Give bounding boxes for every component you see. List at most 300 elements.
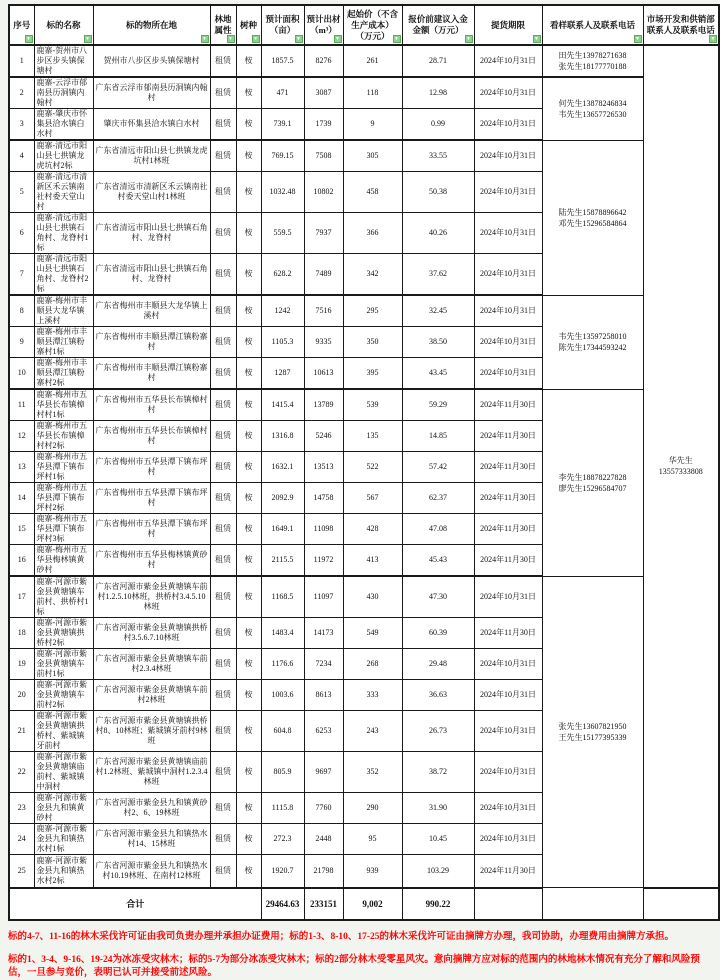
cell-species: 桉 xyxy=(236,295,261,327)
cell-deadline: 2024年10月31日 xyxy=(474,140,542,172)
column-header-label: 起始价（不含生产成本）（万元） xyxy=(346,8,398,41)
cell-nature: 租赁 xyxy=(210,824,236,855)
note-permit: 标的4-7、11-16的林木采伐许可证由我司负责办理并承担办证费用；标的1-3、8-10、17-25的林木采伐许可证由摘牌方办理，我司协助，办理费用由摘牌方承担。 xyxy=(8,931,675,942)
cell-deadline: 2024年10月31日 xyxy=(474,752,542,793)
cell-location: 广东省清远市阳山县七拱镇龙虎坑村1林班 xyxy=(93,140,210,172)
cell-nature: 租赁 xyxy=(210,452,236,483)
cell-location: 广东省梅州市丰顺县潭江镇粉寨村 xyxy=(93,327,210,358)
cell-deadline: 2024年10月31日 xyxy=(474,649,542,680)
cell-start_price: 261 xyxy=(343,45,402,77)
cell-volume: 5246 xyxy=(304,421,343,452)
cell-no: 22 xyxy=(9,752,34,793)
cell-no: 19 xyxy=(9,649,34,680)
table-row xyxy=(9,77,719,109)
cell-volume: 11972 xyxy=(304,545,343,577)
cell-volume: 14173 xyxy=(304,618,343,649)
cell-species: 桉 xyxy=(236,680,261,711)
contact-line: 邓先生15296584864 xyxy=(558,218,627,228)
cell-deposit: 57.42 xyxy=(402,452,474,483)
cell-volume: 13513 xyxy=(304,452,343,483)
cell-deadline: 2024年10月31日 xyxy=(474,45,542,77)
cell-species: 桉 xyxy=(236,514,261,545)
cell-volume: 1739 xyxy=(304,109,343,141)
cell-deposit: 10.45 xyxy=(402,824,474,855)
cell-name: 鹿寨-河源市紫金县九和镇黄砂村 xyxy=(34,793,93,824)
cell-deposit: 29.48 xyxy=(402,649,474,680)
cell-name: 鹿寨-云浮市郁南县历洞镇内翰村 xyxy=(34,77,93,109)
column-header xyxy=(474,5,542,45)
cell-deposit: 50.38 xyxy=(402,172,474,213)
cell-nature: 租赁 xyxy=(210,483,236,514)
cell-location: 肇庆市怀集县洽水镇白水村 xyxy=(93,109,210,141)
cell-area: 1176.6 xyxy=(261,649,304,680)
cell-deposit: 33.55 xyxy=(402,140,474,172)
cell-location: 广东省河源市紫金县九和镇热水村14、15林班 xyxy=(93,824,210,855)
cell-start_price: 295 xyxy=(343,295,402,327)
cell-nature: 租赁 xyxy=(210,327,236,358)
cell-area: 1920.7 xyxy=(261,855,304,888)
cell-name: 鹿寨-梅州市丰顺县潭江镇粉寨村2标 xyxy=(34,358,93,390)
cell-deadline: 2024年10月31日 xyxy=(474,77,542,109)
contact-line: 韦先生13657726530 xyxy=(558,109,627,119)
filter-dropdown-icon[interactable]: ▼ xyxy=(534,37,539,42)
cell-species: 桉 xyxy=(236,483,261,514)
cell-no: 10 xyxy=(9,358,34,390)
contact-line: 王先生15177395339 xyxy=(558,732,627,742)
cell-species: 桉 xyxy=(236,172,261,213)
cell-species: 桉 xyxy=(236,855,261,888)
cell-area: 272.3 xyxy=(261,824,304,855)
cell-deposit: 32.45 xyxy=(402,295,474,327)
column-header xyxy=(343,5,402,45)
cell-name: 鹿寨-梅州市五华县潭下镇布坪村1标 xyxy=(34,452,93,483)
cell-nature: 租赁 xyxy=(210,213,236,254)
cell-deposit: 28.71 xyxy=(402,45,474,77)
empty-cell xyxy=(474,888,542,920)
cell-start_price: 243 xyxy=(343,711,402,752)
cell-area: 805.9 xyxy=(261,752,304,793)
cell-deposit: 31.90 xyxy=(402,793,474,824)
cell-location: 广东省梅州市五华县潭下镇布坪村 xyxy=(93,452,210,483)
total-area: 29464.63 xyxy=(261,888,304,920)
cell-nature: 租赁 xyxy=(210,77,236,109)
cell-deadline: 2024年10月31日 xyxy=(474,109,542,141)
cell-no: 9 xyxy=(9,327,34,358)
filter-dropdown-icon[interactable]: ▼ xyxy=(85,37,90,42)
cell-volume: 7234 xyxy=(304,649,343,680)
cell-deadline: 2024年11月30日 xyxy=(474,618,542,649)
note-risk: 标的1、3-4、9-16、19-24为冰冻受灾林木；标的5-7为部分冰冻受灾林木；标的2部分林木受零星风灾。意向摘牌方应对标的范围内的林地林木情况有充分了解和风险预估，一旦参与竞价，表明已认可并接受前述风险。 xyxy=(8,954,700,978)
cell-nature: 租赁 xyxy=(210,358,236,390)
cell-start_price: 305 xyxy=(343,140,402,172)
column-header xyxy=(93,5,210,45)
cell-deadline: 2024年10月31日 xyxy=(474,172,542,213)
cell-deadline: 2024年11月30日 xyxy=(474,545,542,577)
cell-location: 广东省云浮市郁南县历洞镇内翰村 xyxy=(93,77,210,109)
column-header xyxy=(236,5,261,45)
cell-location: 广东省梅州市五华县长布镇樟村村 xyxy=(93,389,210,421)
cell-deadline: 2024年11月30日 xyxy=(474,421,542,452)
cell-no: 14 xyxy=(9,483,34,514)
table-row xyxy=(9,389,719,421)
cell-volume: 8613 xyxy=(304,680,343,711)
cell-nature: 租赁 xyxy=(210,793,236,824)
cell-deadline: 2024年10月31日 xyxy=(474,680,542,711)
cell-name: 鹿寨-清远市阳山县七拱镇石角村、龙脊村1标 xyxy=(34,213,93,254)
filter-dropdown-icon[interactable]: ▼ xyxy=(26,37,31,42)
cell-volume: 7508 xyxy=(304,140,343,172)
filter-dropdown-icon[interactable]: ▼ xyxy=(253,37,258,42)
cell-start_price: 118 xyxy=(343,77,402,109)
cell-no: 12 xyxy=(9,421,34,452)
cell-deposit: 38.50 xyxy=(402,327,474,358)
cell-location: 广东省河源市紫金县黄塘镇庙前村1.2林班、紫城镇中洞村1.2.3.4林班 xyxy=(93,752,210,793)
cell-no: 24 xyxy=(9,824,34,855)
cell-volume: 13789 xyxy=(304,389,343,421)
cell-species: 桉 xyxy=(236,213,261,254)
cell-nature: 租赁 xyxy=(210,140,236,172)
cell-species: 桉 xyxy=(236,711,261,752)
cell-volume: 11098 xyxy=(304,514,343,545)
market-contact-line: 13557333808 xyxy=(658,467,703,477)
cell-species: 桉 xyxy=(236,358,261,390)
column-header xyxy=(643,5,719,45)
column-header-label: 树种 xyxy=(239,19,257,30)
cell-volume: 9335 xyxy=(304,327,343,358)
cell-no: 17 xyxy=(9,576,34,618)
cell-species: 桉 xyxy=(236,649,261,680)
cell-location: 广东省河源市紫金县九和镇热水村10.19林班、在南村12林班 xyxy=(93,855,210,888)
cell-sample-contact xyxy=(542,45,643,77)
cell-name: 鹿寨-河源市紫金县九和镇热水村2标 xyxy=(34,855,93,888)
cell-species: 桉 xyxy=(236,793,261,824)
cell-volume: 10802 xyxy=(304,172,343,213)
cell-area: 1649.1 xyxy=(261,514,304,545)
cell-deposit: 40.26 xyxy=(402,213,474,254)
cell-species: 桉 xyxy=(236,45,261,77)
total-start_price: 9,002 xyxy=(343,888,402,920)
cell-area: 1115.8 xyxy=(261,793,304,824)
cell-name: 鹿寨-梅州市丰顺县大龙华镇上溪村 xyxy=(34,295,93,327)
cell-location: 广东省河源市紫金县黄塘镇车前村1.2.5.10林班，拱桥村3.4.5.10林班 xyxy=(93,576,210,618)
cell-deadline: 2024年11月30日 xyxy=(474,452,542,483)
cell-volume: 2448 xyxy=(304,824,343,855)
cell-no: 13 xyxy=(9,452,34,483)
cell-name: 鹿寨-梅州市丰顺县潭江镇粉寨村1标 xyxy=(34,327,93,358)
filter-dropdown-icon[interactable]: ▼ xyxy=(202,37,207,42)
cell-nature: 租赁 xyxy=(210,421,236,452)
cell-species: 桉 xyxy=(236,576,261,618)
cell-start_price: 268 xyxy=(343,649,402,680)
cell-start_price: 549 xyxy=(343,618,402,649)
cell-no: 11 xyxy=(9,389,34,421)
cell-nature: 租赁 xyxy=(210,618,236,649)
cell-sample-contact xyxy=(542,389,643,576)
filter-dropdown-icon[interactable]: ▼ xyxy=(228,37,233,42)
cell-location: 广东省清远市阳山县七拱镇石角村、龙脊村 xyxy=(93,254,210,296)
cell-name: 鹿寨-肇庆市怀集县洽水镇白水村 xyxy=(34,109,93,141)
filter-dropdown-icon[interactable]: ▼ xyxy=(296,37,301,42)
cell-nature: 租赁 xyxy=(210,109,236,141)
cell-name: 鹿寨-河源市紫金县黄塘镇拱桥村2标 xyxy=(34,618,93,649)
cell-name: 鹿寨-河源市紫金县黄塘镇拱桥村、紫城镇牙前村 xyxy=(34,711,93,752)
cell-deposit: 45.43 xyxy=(402,545,474,577)
cell-deposit: 60.39 xyxy=(402,618,474,649)
cell-sample-contact xyxy=(542,576,643,888)
cell-deadline: 2024年10月31日 xyxy=(474,711,542,752)
lots-table xyxy=(8,4,720,921)
contact-line: 张先生18177770188 xyxy=(558,62,627,71)
cell-area: 769.15 xyxy=(261,140,304,172)
cell-no: 21 xyxy=(9,711,34,752)
cell-no: 18 xyxy=(9,618,34,649)
total-deposit: 990.22 xyxy=(402,888,474,920)
cell-area: 1287 xyxy=(261,358,304,390)
cell-area: 2115.5 xyxy=(261,545,304,577)
cell-deadline: 2024年10月31日 xyxy=(474,254,542,296)
cell-start_price: 350 xyxy=(343,327,402,358)
cell-sample-contact xyxy=(542,140,643,295)
cell-species: 桉 xyxy=(236,254,261,296)
cell-volume: 3087 xyxy=(304,77,343,109)
cell-deadline: 2024年11月30日 xyxy=(474,483,542,514)
contact-line: 何先生13878246834 xyxy=(558,98,627,108)
cell-start_price: 9 xyxy=(343,109,402,141)
cell-nature: 租赁 xyxy=(210,45,236,77)
cell-start_price: 430 xyxy=(343,576,402,618)
cell-location: 广东省梅州市五华县梅林镇黄砂村 xyxy=(93,545,210,577)
filter-dropdown-icon[interactable]: ▼ xyxy=(466,37,471,42)
cell-area: 471 xyxy=(261,77,304,109)
cell-deposit: 36.63 xyxy=(402,680,474,711)
cell-start_price: 413 xyxy=(343,545,402,577)
cell-species: 桉 xyxy=(236,452,261,483)
empty-cell xyxy=(542,888,643,920)
cell-species: 桉 xyxy=(236,421,261,452)
cell-start_price: 458 xyxy=(343,172,402,213)
cell-no: 7 xyxy=(9,254,34,296)
cell-deadline: 2024年11月30日 xyxy=(474,855,542,888)
contact-line: 陆先生15878896642 xyxy=(558,207,627,217)
cell-location: 广东省清远市清新区禾云镇南社村委天堂山村1林班 xyxy=(93,172,210,213)
contact-line: 张先生13607821950 xyxy=(558,721,627,731)
column-header xyxy=(9,5,34,45)
contact-line: 李先生18878227828 xyxy=(558,472,627,482)
cell-name: 鹿寨-梅州市五华县潭下镇布坪村2标 xyxy=(34,483,93,514)
column-header xyxy=(402,5,474,45)
cell-deposit: 38.72 xyxy=(402,752,474,793)
cell-location: 贺州市八步区步头镇保塘村 xyxy=(93,45,210,77)
column-header-label: 预计出材（m³） xyxy=(306,14,341,35)
contact-line: 陈先生17344593242 xyxy=(558,343,627,352)
cell-area: 559.5 xyxy=(261,213,304,254)
cell-volume: 9697 xyxy=(304,752,343,793)
cell-name: 鹿寨-河源市紫金县黄塘镇车前村2标 xyxy=(34,680,93,711)
cell-deposit: 37.62 xyxy=(402,254,474,296)
cell-nature: 租赁 xyxy=(210,576,236,618)
cell-deadline: 2024年10月31日 xyxy=(474,327,542,358)
cell-start_price: 366 xyxy=(343,213,402,254)
cell-no: 25 xyxy=(9,855,34,888)
cell-no: 8 xyxy=(9,295,34,327)
column-header-label: 标的名称 xyxy=(46,19,81,30)
cell-start_price: 352 xyxy=(343,752,402,793)
cell-volume: 7760 xyxy=(304,793,343,824)
filter-dropdown-icon[interactable]: ▼ xyxy=(710,37,716,42)
cell-volume: 7937 xyxy=(304,213,343,254)
cell-name: 鹿寨-梅州市五华县长布镇樟村村1标 xyxy=(34,389,93,421)
cell-name: 鹿寨-清远市阳山县七拱镇石角村、龙脊村2标 xyxy=(34,254,93,296)
column-header-label: 报价前建议入金金额（万元） xyxy=(408,14,468,35)
column-header xyxy=(210,5,236,45)
cell-name: 鹿寨-河源市紫金县黄塘镇车前村1标 xyxy=(34,649,93,680)
total-label: 合计 xyxy=(9,888,261,920)
table-row xyxy=(9,45,719,77)
header-row xyxy=(9,5,719,45)
cell-name: 鹿寨-河源市紫金县黄塘镇车前村、拱桥村1标 xyxy=(34,576,93,618)
cell-location: 广东省梅州市丰顺县大龙华镇上溪村 xyxy=(93,295,210,327)
column-header-label: 标的物所在地 xyxy=(125,19,177,30)
cell-volume: 8276 xyxy=(304,45,343,77)
cell-volume: 11097 xyxy=(304,576,343,618)
cell-deposit: 62.37 xyxy=(402,483,474,514)
cell-no: 2 xyxy=(9,77,34,109)
cell-species: 桉 xyxy=(236,752,261,793)
cell-volume: 6253 xyxy=(304,711,343,752)
cell-deadline: 2024年10月31日 xyxy=(474,213,542,254)
contact-line: 韦先生13597258010 xyxy=(558,332,627,341)
cell-location: 广东省梅州市五华县潭下镇布坪村 xyxy=(93,514,210,545)
cell-deadline: 2024年10月31日 xyxy=(474,824,542,855)
cell-start_price: 395 xyxy=(343,358,402,390)
cell-deposit: 59.29 xyxy=(402,389,474,421)
cell-species: 桉 xyxy=(236,389,261,421)
cell-location: 广东省河源市紫金县黄塘镇车前村2.3.4林班 xyxy=(93,649,210,680)
cell-start_price: 939 xyxy=(343,855,402,888)
total-volume: 233151 xyxy=(304,888,343,920)
cell-deposit: 26.73 xyxy=(402,711,474,752)
cell-species: 桉 xyxy=(236,77,261,109)
cell-area: 1242 xyxy=(261,295,304,327)
cell-nature: 租赁 xyxy=(210,855,236,888)
cell-species: 桉 xyxy=(236,824,261,855)
cell-nature: 租赁 xyxy=(210,254,236,296)
cell-market-contact xyxy=(643,45,719,888)
cell-volume: 21798 xyxy=(304,855,343,888)
cell-nature: 租赁 xyxy=(210,649,236,680)
column-header xyxy=(542,5,643,45)
cell-location: 广东省梅州市五华县潭下镇布坪村 xyxy=(93,483,210,514)
table-row xyxy=(9,576,719,618)
cell-sample-contact xyxy=(542,77,643,140)
cell-nature: 租赁 xyxy=(210,680,236,711)
cell-area: 1632.1 xyxy=(261,452,304,483)
cell-sample-contact xyxy=(542,295,643,389)
cell-nature: 租赁 xyxy=(210,172,236,213)
cell-start_price: 428 xyxy=(343,514,402,545)
cell-area: 2092.9 xyxy=(261,483,304,514)
column-header-label: 序号 xyxy=(13,19,31,30)
contact-line: 廖先生15296584707 xyxy=(558,483,627,493)
cell-no: 1 xyxy=(9,45,34,77)
cell-name: 鹿寨-梅州市五华县梅林镇黄砂村 xyxy=(34,545,93,577)
cell-nature: 租赁 xyxy=(210,711,236,752)
cell-area: 604.8 xyxy=(261,711,304,752)
filter-dropdown-icon[interactable]: ▼ xyxy=(635,37,640,42)
column-header-label: 预计面积（亩） xyxy=(265,14,300,35)
cell-deadline: 2024年10月31日 xyxy=(474,295,542,327)
cell-deposit: 43.45 xyxy=(402,358,474,390)
filter-dropdown-icon[interactable]: ▼ xyxy=(394,37,399,42)
cell-area: 1003.6 xyxy=(261,680,304,711)
cell-area: 1415.4 xyxy=(261,389,304,421)
cell-nature: 租赁 xyxy=(210,514,236,545)
filter-dropdown-icon[interactable]: ▼ xyxy=(335,37,340,42)
cell-no: 20 xyxy=(9,680,34,711)
cell-area: 1857.5 xyxy=(261,45,304,77)
cell-deadline: 2024年11月30日 xyxy=(474,389,542,421)
cell-deposit: 47.30 xyxy=(402,576,474,618)
table-header xyxy=(9,5,719,45)
column-header-label: 林地属性 xyxy=(214,14,232,35)
cell-deposit: 14.85 xyxy=(402,421,474,452)
cell-volume: 10613 xyxy=(304,358,343,390)
empty-cell xyxy=(643,888,719,920)
cell-location: 广东省河源市紫金县黄塘镇车前村2林班 xyxy=(93,680,210,711)
cell-name: 鹿寨-梅州市五华县潭下镇布坪村3标 xyxy=(34,514,93,545)
total-row xyxy=(9,888,719,920)
cell-nature: 租赁 xyxy=(210,389,236,421)
cell-location: 广东省梅州市丰顺县潭江镇粉寨村 xyxy=(93,358,210,390)
cell-start_price: 135 xyxy=(343,421,402,452)
cell-start_price: 95 xyxy=(343,824,402,855)
cell-species: 桉 xyxy=(236,109,261,141)
cell-name: 鹿寨-河源市紫金县九和镇热水村1标 xyxy=(34,824,93,855)
cell-nature: 租赁 xyxy=(210,295,236,327)
cell-area: 1316.8 xyxy=(261,421,304,452)
cell-deadline: 2024年11月30日 xyxy=(474,514,542,545)
cell-location: 广东省清远市阳山县七拱镇石角村、龙脊村 xyxy=(93,213,210,254)
cell-no: 4 xyxy=(9,140,34,172)
market-contact-line: 华先生 xyxy=(668,456,693,466)
column-header xyxy=(34,5,93,45)
cell-area: 1032.48 xyxy=(261,172,304,213)
cell-area: 1483.4 xyxy=(261,618,304,649)
cell-name: 鹿寨-清远市阳山县七拱镇龙虎坑村2标 xyxy=(34,140,93,172)
cell-start_price: 333 xyxy=(343,680,402,711)
cell-volume: 14758 xyxy=(304,483,343,514)
cell-deposit: 47.08 xyxy=(402,514,474,545)
cell-species: 桉 xyxy=(236,140,261,172)
cell-deposit: 0.99 xyxy=(402,109,474,141)
cell-species: 桉 xyxy=(236,327,261,358)
cell-no: 5 xyxy=(9,172,34,213)
footer-notes xyxy=(8,931,714,980)
cell-start_price: 342 xyxy=(343,254,402,296)
cell-no: 6 xyxy=(9,213,34,254)
cell-no: 23 xyxy=(9,793,34,824)
cell-deadline: 2024年10月31日 xyxy=(474,793,542,824)
cell-nature: 租赁 xyxy=(210,545,236,577)
cell-start_price: 567 xyxy=(343,483,402,514)
cell-name: 鹿寨-清远市清新区禾云镇南社村委天堂山村 xyxy=(34,172,93,213)
column-header xyxy=(261,5,304,45)
cell-start_price: 539 xyxy=(343,389,402,421)
cell-no: 3 xyxy=(9,109,34,141)
cell-deposit: 12.98 xyxy=(402,77,474,109)
cell-deadline: 2024年10月31日 xyxy=(474,576,542,618)
cell-location: 广东省河源市紫金县九和镇黄砂村2、6、19林班 xyxy=(93,793,210,824)
